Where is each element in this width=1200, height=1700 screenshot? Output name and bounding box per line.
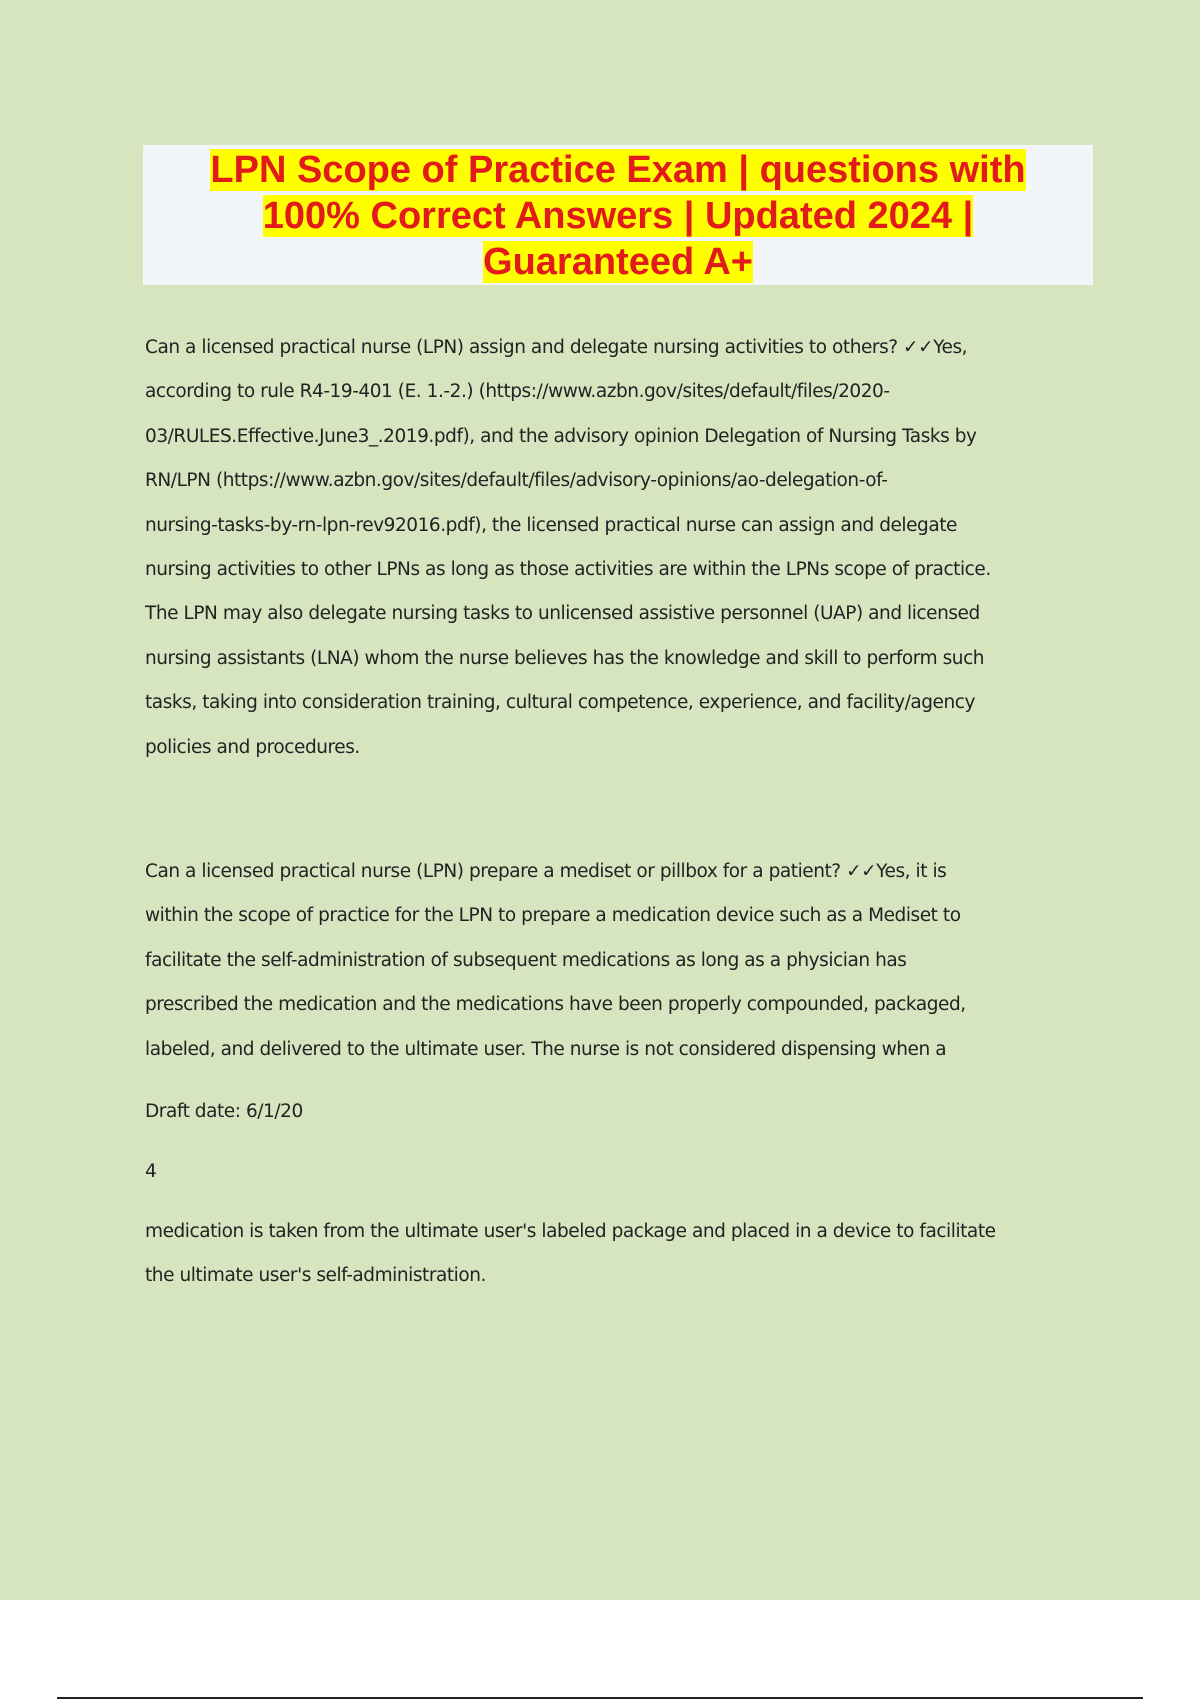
page-number-text: 4 xyxy=(145,1161,157,1182)
text-line: nursing assistants (LNA) whom the nurse believes has the knowledge and skill to perform such xyxy=(145,647,985,669)
draft-date-text: Draft date: 6/1/20 xyxy=(145,1101,303,1122)
footer-divider xyxy=(57,1697,1143,1699)
question-answer-1 xyxy=(145,326,1095,770)
text-line: labeled, and delivered to the ultimate user. The nurse is not considered dispensing when a xyxy=(145,1038,947,1060)
text-line: Can a licensed practical nurse (LPN) assign and delegate nursing activities to others? ✓✓Yes, xyxy=(145,337,968,358)
question-answer-2 xyxy=(145,850,1095,1072)
draft-date xyxy=(145,1090,1095,1134)
text-line: The LPN may also delegate nursing tasks to unlicensed assistive personnel (UAP) and licensed xyxy=(145,603,980,625)
title-line-2: 100% Correct Answers | Updated 2024 | xyxy=(262,195,974,237)
text-line: the ultimate user's self-administration. xyxy=(145,1265,486,1287)
text-line: prescribed the medication and the medications have been properly compounded, packaged, xyxy=(145,994,966,1016)
text-line: tasks, taking into consideration training, cultural competence, experience, and facility/agency xyxy=(145,692,975,714)
text-line: according to rule R4-19-401 (E. 1.-2.) (https://www.azbn.gov/sites/default/files/2020- xyxy=(145,381,890,403)
text-line: Can a licensed practical nurse (LPN) prepare a mediset or pillbox for a patient? ✓✓Yes, it is xyxy=(145,861,947,882)
text-line: nursing activities to other LPNs as long as those activities are within the LPNs scope of practice. xyxy=(145,558,991,580)
text-line: facilitate the self-administration of subsequent medications as long as a physician has xyxy=(145,949,907,971)
text-line: policies and procedures. xyxy=(145,736,360,758)
question-answer-2-continued xyxy=(145,1210,1095,1299)
text-line: 03/RULES.Effective.June3_.2019.pdf), and the advisory opinion Delegation of Nursing Tasks by xyxy=(145,425,977,447)
text-line: medication is taken from the ultimate user's labeled package and placed in a device to facilitate xyxy=(145,1221,996,1242)
title-line-3: Guaranteed A+ xyxy=(483,241,753,283)
page-number xyxy=(145,1150,1095,1194)
title-line-1: LPN Scope of Practice Exam | questions with xyxy=(210,149,1026,191)
text-line: nursing-tasks-by-rn-lpn-rev92016.pdf), the licensed practical nurse can assign and delegate xyxy=(145,514,957,536)
text-line: RN/LPN (https://www.azbn.gov/sites/default/files/advisory-opinions/ao-delegation-of- xyxy=(145,470,888,492)
document-title xyxy=(143,145,1093,285)
text-line: within the scope of practice for the LPN to prepare a medication device such as a Mediset to xyxy=(145,905,961,927)
